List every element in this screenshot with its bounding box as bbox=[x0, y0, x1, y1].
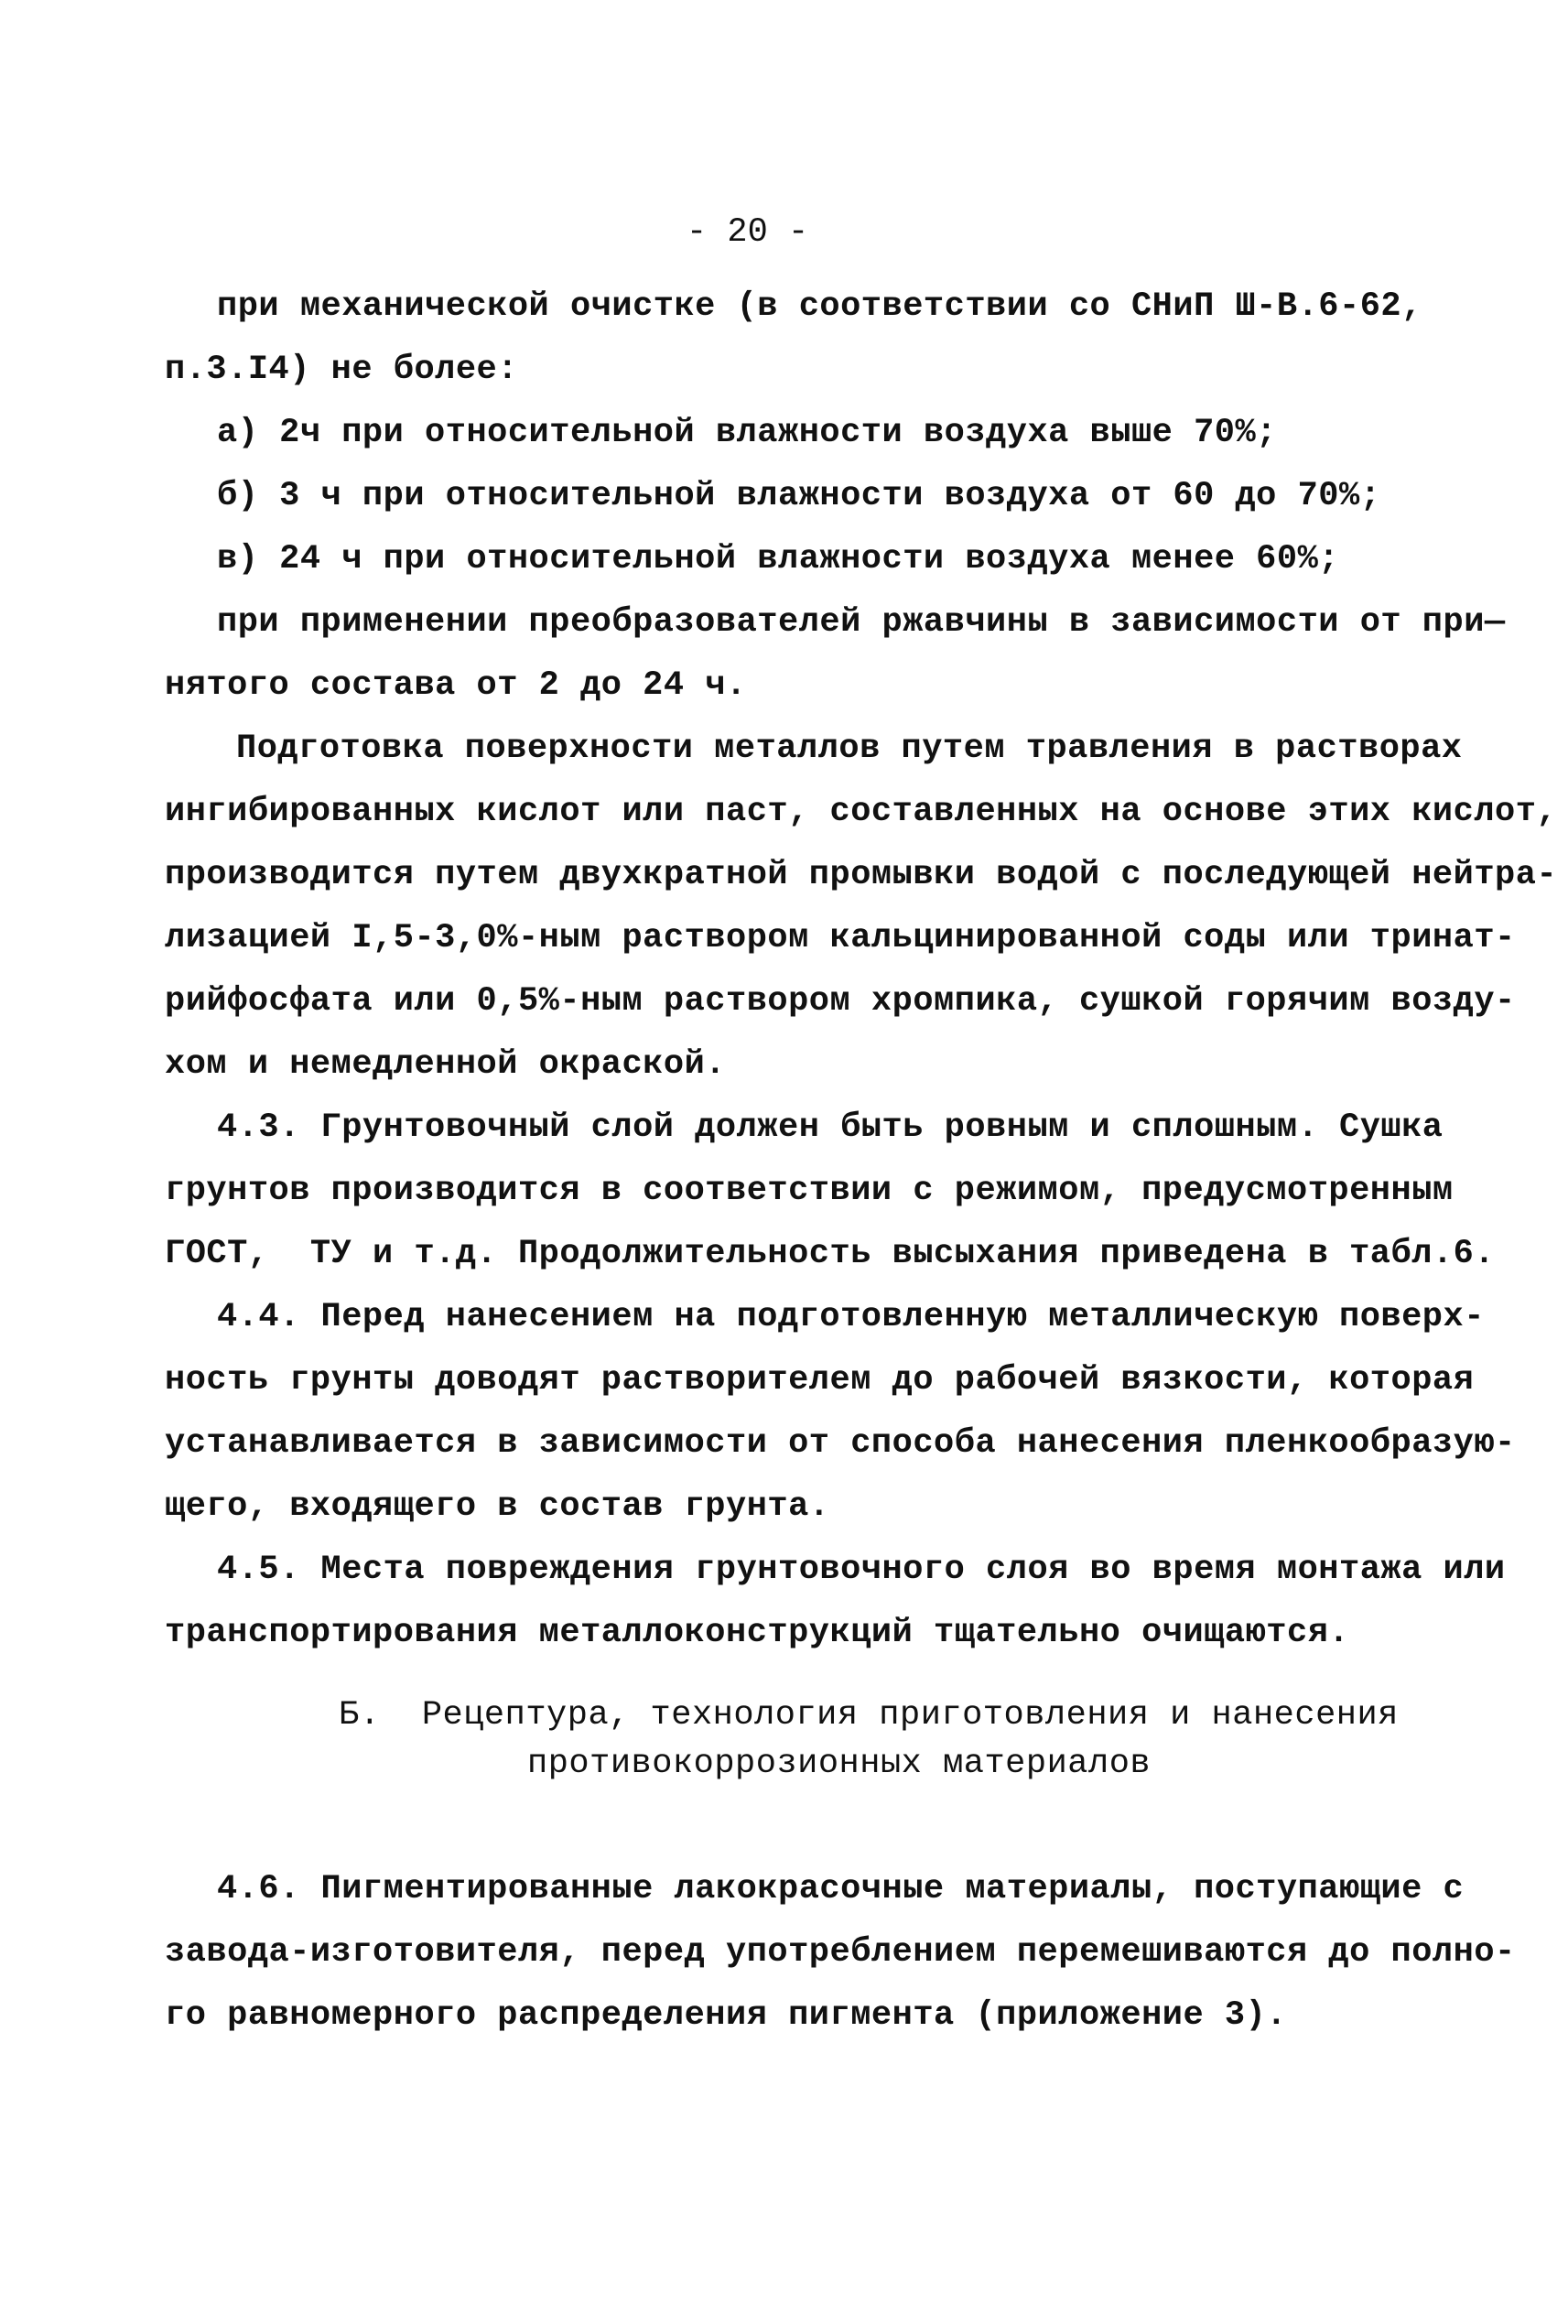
text-line: ГОСТ, ТУ и т.д. Продолжительность высыхания приведена в табл.6. bbox=[165, 1235, 1496, 1273]
text-line: хом и немедленной окраской. bbox=[165, 1045, 726, 1084]
text-line: 4.6. Пигментированные лакокрасочные материалы, поступающие с bbox=[217, 1870, 1465, 1908]
text-line: 4.5. Места повреждения грунтовочного слоя во время монтажа или bbox=[217, 1551, 1506, 1589]
text-line: п.3.I4) не более: bbox=[165, 351, 518, 389]
text-line: при механической очистке (в соответствии со СНиП Ш-В.6-62, bbox=[217, 287, 1422, 326]
text-line: ность грунты доводят растворителем до рабочей вязкости, которая bbox=[165, 1361, 1475, 1400]
text-line: Подготовка поверхности металлов путем травления в растворах bbox=[236, 730, 1463, 768]
text-line: б) 3 ч при относительной влажности воздуха от 60 до 70%; bbox=[217, 477, 1381, 515]
section-heading-line-1: Б. Рецептура, технология приготовления и нанесения bbox=[339, 1696, 1399, 1735]
text-line: щего, входящего в состав грунта. bbox=[165, 1487, 830, 1526]
text-line: рийфосфата или 0,5%-ным раствором хромпика, сушкой горячим возду- bbox=[165, 982, 1516, 1021]
text-line: а) 2ч при относительной влажности воздуха выше 70%; bbox=[217, 414, 1277, 452]
text-line: завода-изготовителя, перед употреблением перемешиваются до полно- bbox=[165, 1933, 1516, 1972]
page-number: - 20 - bbox=[687, 213, 809, 252]
text-line: производится путем двухкратной промывки водой с последующей нейтра- bbox=[165, 856, 1558, 894]
text-line: устанавливается в зависимости от способа нанесения пленкообразую- bbox=[165, 1424, 1516, 1463]
text-line: нятого состава от 2 до 24 ч. bbox=[165, 666, 747, 705]
text-line: го равномерного распределения пигмента (приложение 3). bbox=[165, 1996, 1287, 2035]
text-line: в) 24 ч при относительной влажности воздуха менее 60%; bbox=[217, 540, 1339, 578]
text-line: лизацией I,5-3,0%-ным раствором кальцинированной соды или тринат- bbox=[165, 919, 1516, 957]
text-line: 4.4. Перед нанесением на подготовленную металлическую поверх- bbox=[217, 1298, 1485, 1336]
text-line: грунтов производится в соответствии с режимом, предусмотренным bbox=[165, 1172, 1454, 1210]
text-line: 4.3. Грунтовочный слой должен быть ровным и сплошным. Сушка bbox=[217, 1108, 1444, 1147]
section-heading-line-2: противокоррозионных материалов bbox=[527, 1745, 1152, 1783]
text-line: транспортирования металлоконструкций тщательно очищаются. bbox=[165, 1614, 1350, 1652]
text-line: ингибированных кислот или паст, составленных на основе этих кислот, bbox=[165, 793, 1558, 831]
text-line: при применении преобразователей ржавчины в зависимости от при— bbox=[217, 603, 1506, 642]
